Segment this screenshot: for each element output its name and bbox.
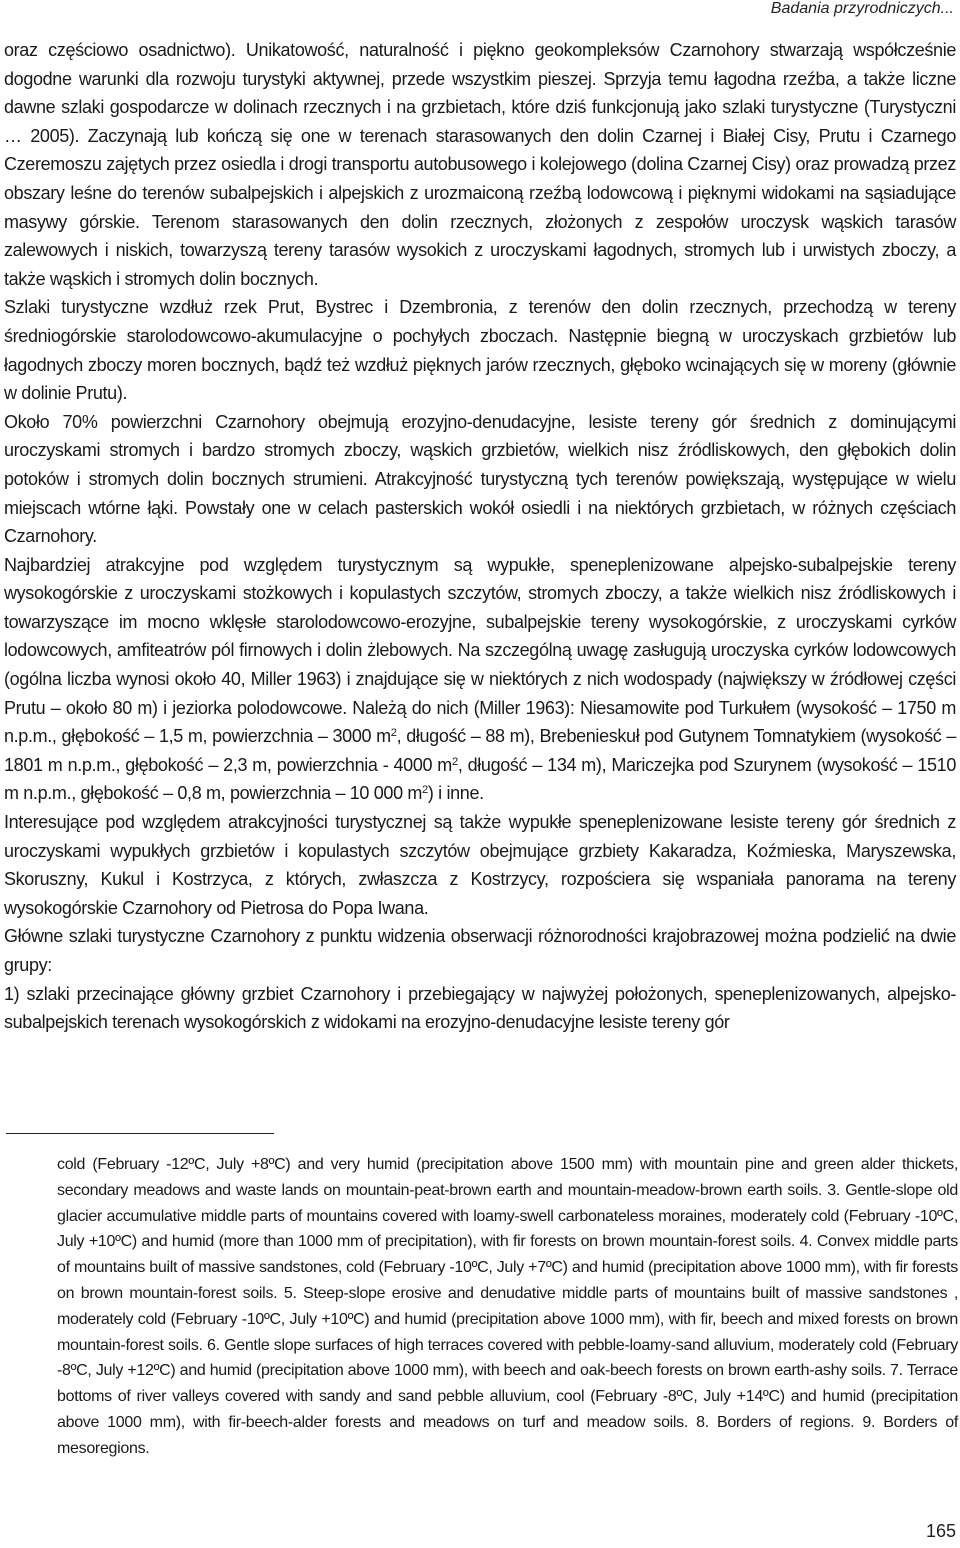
text-segment: Najbardziej atrakcyjne pod względem turystycznym są wypukłe, speneplenizowane alpejsko-subalpejskie tereny wysokogórskie z uroczyskami stożkowych i kopulastych szczytów, stromych zboczy, a także wielkich nisz źródliskowych i towarzyszące im mocno wklęsłe starolodowcowo-erozyjne, subalpejskie tereny wysokogórskie, z uroczyskami cyrków lodowcowych, amfiteatrów pól firnowych i dolin żlebowych. Na szczególną uwagę zasługują uroczyska cyrków lodowcowych (ogólna liczba wynosi około 40, Miller 1963) i znajdujące się w niektórych z nich wodospady (największy w źródłowej części Prutu – około 80 m) i jeziorka polodowcowe. Należą do nich (Miller 1963): Niesamowite pod Turkułem (wysokość – 1750 m n.p.m., głębokość – 1,5 m, powierzchnia – 3000 m [4, 554, 956, 747]
footnote-divider [6, 1133, 274, 1134]
paragraph-forested-terrain: Około 70% powierzchni Czarnohory obejmują erozyjno-denudacyjne, lesiste tereny gór średnich z dominującymi uroczyskami stromych i bardzo stromych zboczy, wąskich grzbietów, wielkich nisz źródliskowych, den głębokich dolin potoków i stromych dolin bocznych strumieni. Atrakcyjność turystyczną tych terenów powiększają, występujące w wielu miejscach wtórne łąki. Powstały one w celach pasterskich wokół osiedli i na niektórych grzbietach, w różnych częściach Czarnohory. [4, 411, 956, 547]
text-segment: , długość – 88 m), Brebenieskuł pod Gutynem Tomnatykiem (wysokość – 1801 m n.p.m., głębokość – 2,3 m, powierzchnia - 4000 m [4, 726, 956, 775]
paragraph-list-item-1: 1) szlaki przecinające główny grzbiet Czarnohory i przebiegający w najwyżej położonych, speneplenizowanych, alpejsko-subalpejskich terenach wysokogórskich z widokami na erozyjno-denudacyjne lesiste tereny gór [4, 983, 956, 1033]
paragraph-intro: oraz częściowo osadnictwo). Unikatowość, naturalność i piękno geokompleksów Czarnohory stwarzają współcześnie dogodne warunki dla rozwoju turystyki aktywnej, przede wszystkim pieszej. Sprzyja temu łagodna rzeźba, a także liczne dawne szlaki gospodarcze w dolinach rzecznych i na grzbietach, które dziś funkcjonują jako szlaki turystyczne (Turystyczni … 2005). Zaczynają lub kończą się one w terenach starasowanych den dolin Czarnej i Białej Cisy, Prutu i Czarnego Czeremoszu zajętych przez osiedla i drogi transportu autobusowego i kolejowego (dolina Czarnej Cisy) oraz prowadzą przez obszary leśne do terenów subalpejskich i alpejskich z urozmaiconą rzeźbą lodowcową i pięknymi widokami na sąsiadujące masywy górskie. Terenom starasowanych den dolin rzecznych, złożonych z zespołów uroczysk wąskich tarasów zalewowych i niskich, towarzyszą tereny tarasów wysokich z uroczyskami łagodnych, stromych lub i urwistych zboczy, a także wąskich i stromych dolin bocznych. [4, 40, 956, 289]
paragraph-river-trails: Szlaki turystyczne wzdłuż rzek Prut, Bystrec i Dzembronia, z terenów den dolin rzecznych, przechodzą w tereny średniogórskie starolodowcowo-akumulacyjne o pochyłych zboczach. Następnie biegną w uroczyskach grzbietów lub łagodnych zboczy moren bocznych, bądź też wzdłuż pięknych jarów rzecznych, głęboko wcinających się w moreny (głównie w dolinie Prutu). [4, 297, 956, 404]
text-segment: ) i inne. [427, 783, 484, 804]
paragraph-trail-groups: Główne szlaki turystyczne Czarnohory z punktu widzenia obserwacji różnorodności krajobrazowej można podzielić na dwie grupy: [4, 926, 956, 975]
running-head: Badania przyrodniczych... [770, 0, 954, 17]
footnote: cold (February -12ºC, July +8ºC) and very humid (precipitation above 1500 mm) with mountain pine and green alder thickets, secondary meadows and waste lands on mountain-peat-brown earth and mountain-meadow-brown earth soils. 3. Gentle-slope old glacier accumulative middle parts of mountains covered with loamy-swell carbonateless moraines, moderately cold (February -10ºC, July +10ºC) and humid (more than 1000 mm of precipitation), with fir forests on brown mountain-forest soils. 4. Convex middle parts of mountains built of massive sandstones, cold (February -10ºC, July +7ºC) and humid (precipitation above 1000 mm), with fir forests on brown mountain-forest soils. 5. Steep-slope erosive and denudative middle parts of mountains built of massive sandstones , moderately cold (February -10ºC, July +10ºC) and humid (precipitation above 1000 mm), with fir, beech and mixed forests on brown mountain-forest soils. 6. Gentle slope surfaces of high terraces covered with pebble-loamy-sand alluvium, moderately cold (February -8ºC, July +12ºC) and humid (precipitation above 1000 mm), with beech and oak-beech forests on brown earth-ashy soils. 7. Terrace bottoms of river valleys covered with sandy and sand pebble alluvium, cool (February -8ºC, July +14ºC) and humid (precipitation above 1000 mm), with fir-beech-alder forests and meadows on turf and meadow soils. 8. Borders of regions. 9. Borders of mesoregions. [57, 1156, 958, 1457]
superscript: 2 [451, 755, 458, 768]
paragraph-ridges: Interesujące pod względem atrakcyjności turystycznej są także wypukłe speneplenizowane lesiste tereny gór średnich z uroczyskami wypukłych grzbietów i kopulastych szczytów obejmujące grzbiety Kakaradza, Koźmieska, Maryszewska, Skoruszny, Kukul i Kostrzyca, z których, zwłaszcza z Kostrzycy, rozpościera się wspaniała panorama na tereny wysokogórskie Czarnohory od Pietrosa do Popa Iwana. [4, 812, 956, 918]
page-number: 165 [925, 1521, 956, 1541]
superscript: 2 [390, 727, 397, 740]
main-text [4, 36, 956, 1037]
superscript: 2 [422, 784, 428, 797]
paragraph-alpine-terrain [4, 551, 956, 808]
text-segment: , długość – 134 m), Mariczejka pod Szurynem (wysokość – 1510 m n.p.m., głębokość – 0,8 m, powierzchnia – 10 000 m [4, 754, 956, 804]
